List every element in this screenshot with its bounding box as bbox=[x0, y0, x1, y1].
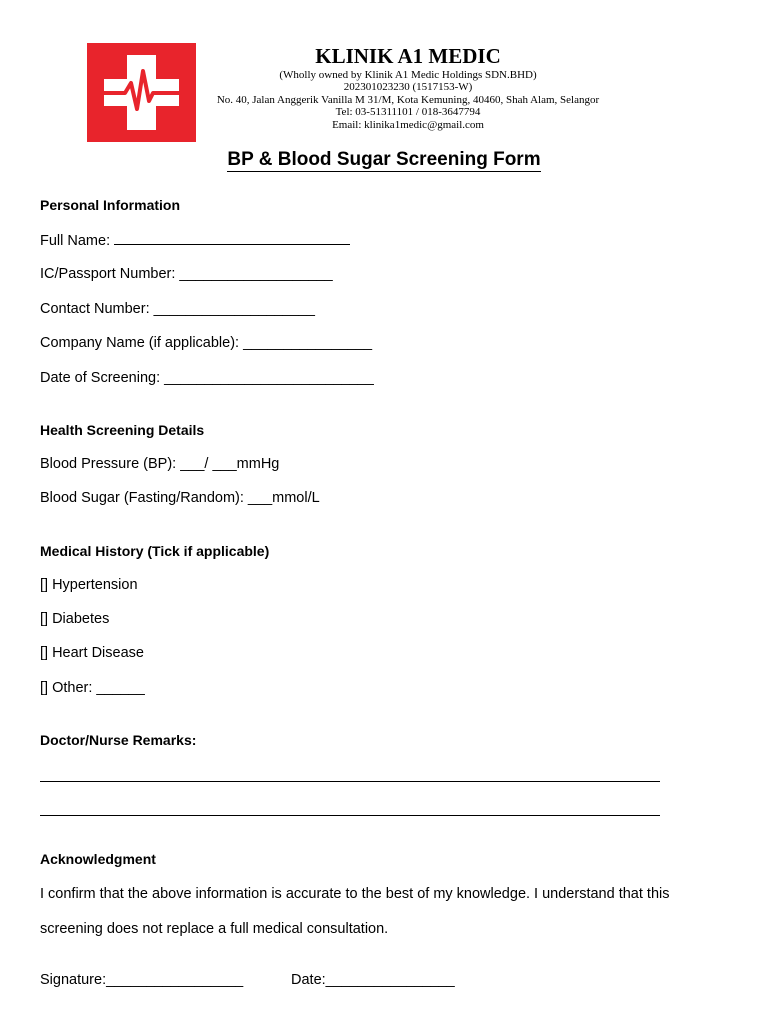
ownership-line: (Wholly owned by Klinik A1 Medic Holdings SDN.BHD) bbox=[279, 69, 537, 81]
personal-info-heading: Personal Information bbox=[40, 197, 181, 213]
history-item-other[interactable]: [] Other: ______ bbox=[40, 680, 145, 696]
medical-history-heading: Medical History (Tick if applicable) bbox=[40, 543, 270, 559]
signature-date-field[interactable]: Date:________________ bbox=[291, 972, 455, 988]
remarks-line-2[interactable] bbox=[40, 815, 660, 816]
date-of-screening-field[interactable]: Date of Screening: __________________________ bbox=[40, 370, 374, 386]
form-title bbox=[0, 148, 768, 172]
company-name-field[interactable]: Company Name (if applicable): ________________ bbox=[40, 335, 373, 351]
acknowledgment-text-line-2: screening does not replace a full medical consultation. bbox=[40, 921, 389, 937]
health-screening-heading: Health Screening Details bbox=[40, 422, 205, 438]
full-name-row bbox=[40, 230, 350, 250]
acknowledgment-heading: Acknowledgment bbox=[40, 851, 156, 867]
registration-number: 202301023230 (1517153-W) bbox=[343, 81, 473, 93]
clinic-telephone: Tel: 03-51311101 / 018-3647794 bbox=[335, 106, 481, 118]
full-name-label: Full Name: bbox=[40, 233, 111, 249]
history-item-hypertension[interactable]: [] Hypertension bbox=[40, 577, 138, 593]
history-item-diabetes[interactable]: [] Diabetes bbox=[40, 611, 110, 627]
history-item-heart-disease[interactable]: [] Heart Disease bbox=[40, 645, 144, 661]
clinic-email: Email: klinika1medic@gmail.com bbox=[332, 119, 484, 131]
acknowledgment-text-line-1: I confirm that the above information is accurate to the best of my knowledge. I understand that this bbox=[40, 886, 670, 902]
medical-cross-heartbeat-icon bbox=[87, 43, 196, 142]
clinic-logo bbox=[87, 43, 196, 142]
clinic-name: KLINIK A1 MEDIC bbox=[315, 44, 501, 68]
remarks-line-1[interactable] bbox=[40, 781, 660, 782]
ic-passport-field[interactable]: IC/Passport Number: ___________________ bbox=[40, 266, 333, 282]
clinic-address: No. 40, Jalan Anggerik Vanilla M 31/M, Kota Kemuning, 40460, Shah Alam, Selangor bbox=[216, 94, 600, 106]
form-title-text: BP & Blood Sugar Screening Form bbox=[227, 149, 541, 170]
full-name-field[interactable] bbox=[114, 230, 350, 245]
remarks-heading: Doctor/Nurse Remarks: bbox=[40, 732, 197, 748]
blood-sugar-field[interactable]: Blood Sugar (Fasting/Random): ___mmol/L bbox=[40, 490, 320, 506]
contact-number-field[interactable]: Contact Number: ____________________ bbox=[40, 301, 315, 317]
blood-pressure-field[interactable]: Blood Pressure (BP): ___/ ___mmHg bbox=[40, 456, 280, 472]
signature-field[interactable]: Signature:_________________ bbox=[40, 972, 244, 988]
